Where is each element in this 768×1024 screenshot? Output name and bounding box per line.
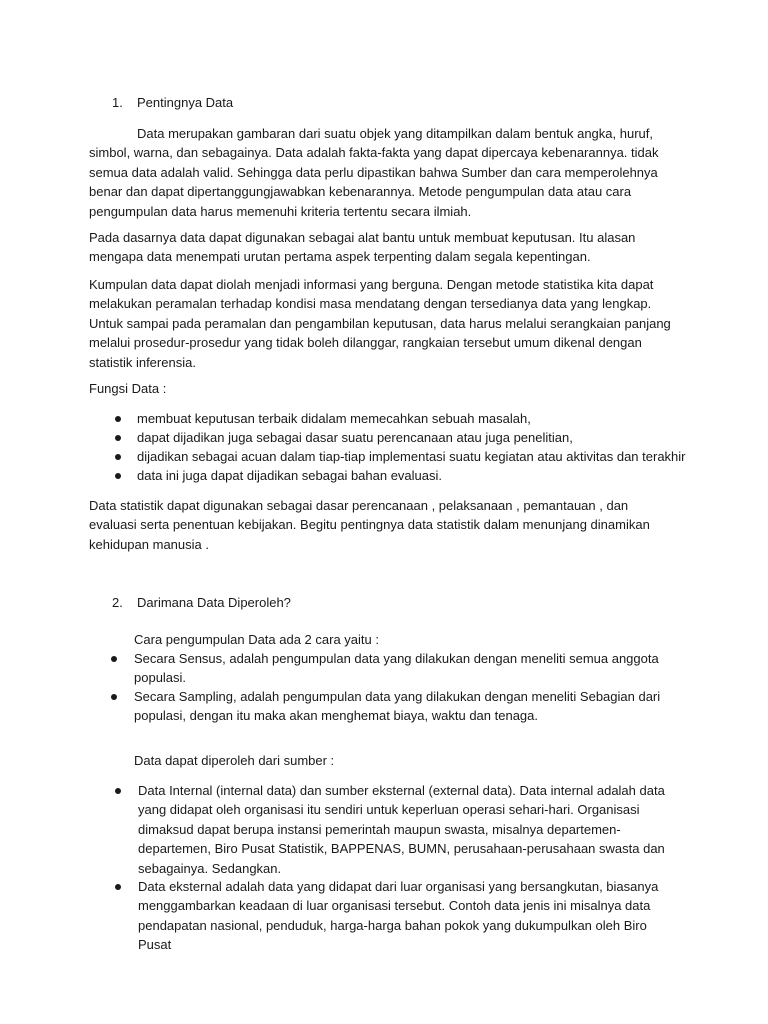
- fungsi-item-text: data ini juga dapat dijadikan sebagai bahan evaluasi.: [137, 468, 443, 483]
- section-1-number: 1.: [112, 95, 123, 110]
- bullet-icon: [115, 416, 121, 422]
- bullet-icon: [115, 473, 121, 479]
- fungsi-item-text: membuat keputusan terbaik didalam memecahkan sebuah masalah,: [137, 411, 531, 426]
- bullet-icon: [111, 694, 117, 700]
- bullet-icon: [115, 454, 121, 460]
- sumber-data-label: Data dapat diperoleh dari sumber :: [134, 753, 335, 768]
- sumber-item-text: Data eksternal adalah data yang didapat dari luar organisasi yang bersangkutan, biasanya menggambarkan keadaan di luar organisasi tersebut. Contoh data jenis ini misalnya data pendapatan nasional, penduduk, harga-harga bahan pokok yang dukumpulkan oleh Biro Pusat: [138, 879, 659, 953]
- cara-pengumpulan-intro: Cara pengumpulan Data ada 2 cara yaitu :: [134, 632, 379, 647]
- fungsi-item-text: dijadikan sebagai acuan dalam tiap-tiap implementasi suatu kegiatan atau aktivitas dan terakhir: [137, 449, 686, 464]
- section-1-paragraph-2: Pada dasarnya data dapat digunakan sebagai alat bantu untuk membuat keputusan. Itu alasan mengapa data menempati urutan pertama aspek terpenting dalam segala kepentingan.: [89, 230, 636, 265]
- bullet-icon: [115, 435, 121, 441]
- sumber-item-text: Data Internal (internal data) dan sumber eksternal (external data). Data internal adalah data yang didapat oleh organisasi itu sendiri untuk keperluan operasi sehari-hari. Organisasi dimaksud dapat berupa instansi pemerintah maupun swasta, misalnya departemen-departemen, Biro Pusat Statistik, BAPPENAS, BUMN, perusahaan-perusahaan swasta dan sebagainya. Sedangkan.: [138, 783, 665, 876]
- section-2-number: 2.: [112, 595, 123, 610]
- fungsi-item-text: dapat dijadikan juga sebagai dasar suatu perencanaan atau juga penelitian,: [137, 430, 573, 445]
- cara-item-text: Secara Sensus, adalah pengumpulan data yang dilakukan dengan meneliti semua anggota populasi.: [134, 651, 659, 686]
- section-2-title: Darimana Data Diperoleh?: [137, 595, 291, 610]
- section-1-title: Pentingnya Data: [137, 95, 234, 110]
- section-1-paragraph-4: Data statistik dapat digunakan sebagai dasar perencanaan , pelaksanaan , pemantauan , dan evaluasi serta penentuan kebijakan. Begitu pentingnya data statistik dalam menunjang dinamikan kehidupan manusia .: [89, 498, 650, 552]
- bullet-icon: [111, 656, 117, 662]
- section-1-paragraph-1: Data merupakan gambaran dari suatu objek yang ditampilkan dalam bentuk angka, huruf, simbol, warna, dan sebagainya. Data adalah fakta-fakta yang dapat dipercaya kebenarannya. tidak semua data adalah valid. Sehingga data perlu dipastikan bahwa Sumber dan cara memperolehnya benar dan dapat dipertanggungjawabkan kebenarannya. Metode pengumpulan data atau cara pengumpulan data harus memenuhi kriteria tertentu secara ilmiah.: [89, 126, 659, 219]
- bullet-icon: [115, 788, 121, 794]
- fungsi-data-label: Fungsi Data :: [89, 381, 167, 396]
- bullet-icon: [115, 884, 121, 890]
- section-1-paragraph-3: Kumpulan data dapat diolah menjadi informasi yang berguna. Dengan metode statistika kita dapat melakukan peramalan terhadap kondisi masa mendatang dengan tersedianya data yang lengkap. Untuk sampai pada peramalan dan pengambilan keputusan, data harus melalui serangkaian panjang melalui prosedur-prosedur yang tidak boleh dilanggar, rangkaian tersebut umum dikenal dengan statistik inferensia.: [89, 277, 671, 370]
- cara-item-text: Secara Sampling, adalah pengumpulan data yang dilakukan dengan meneliti Sebagian dari populasi, dengan itu maka akan menghemat biaya, waktu dan tenaga.: [134, 689, 661, 724]
